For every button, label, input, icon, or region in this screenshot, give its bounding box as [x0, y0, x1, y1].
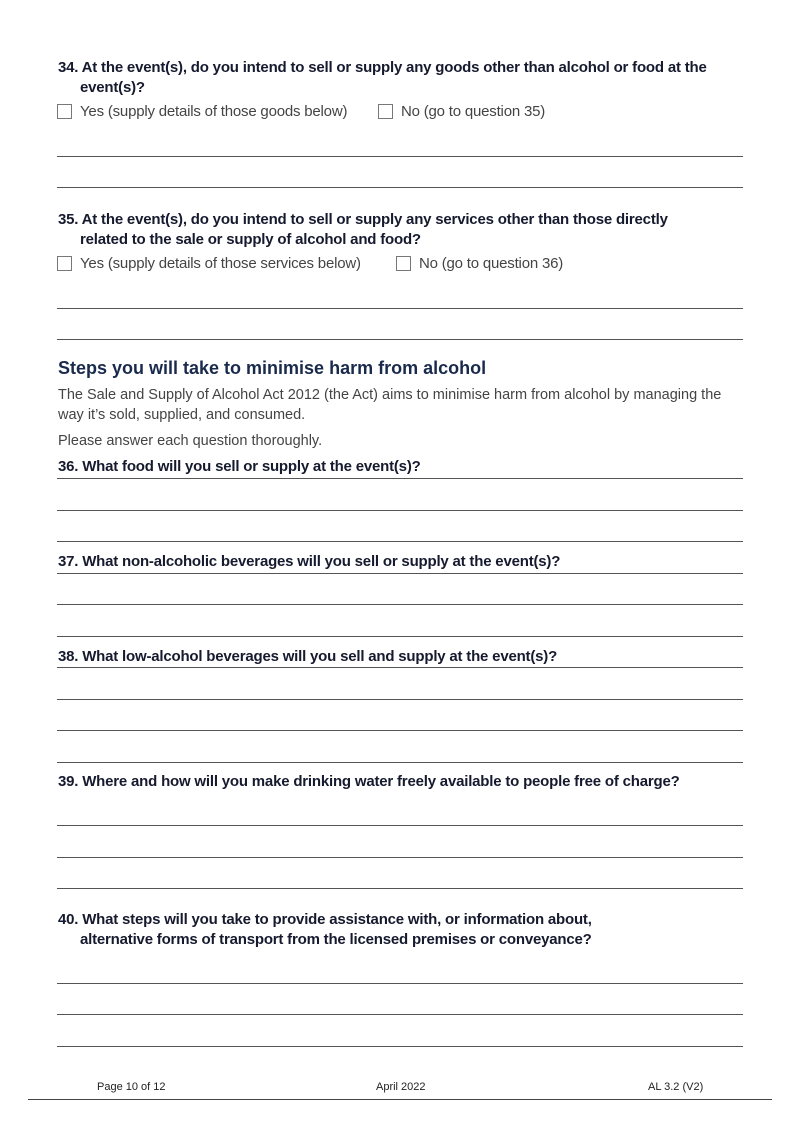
checkbox[interactable] [396, 256, 411, 271]
answer-line[interactable] [57, 156, 743, 157]
question-36: 36. What food will you sell or supply at the event(s)? [58, 458, 421, 475]
q35-yes-option[interactable]: Yes (supply details of those services below) [57, 255, 361, 272]
answer-line[interactable] [57, 857, 743, 858]
answer-line[interactable] [57, 762, 743, 763]
answer-line[interactable] [57, 730, 743, 731]
checkbox[interactable] [57, 256, 72, 271]
question-37: 37. What non-alcoholic beverages will you sell or supply at the event(s)? [58, 553, 561, 570]
answer-line[interactable] [57, 541, 743, 542]
section-instruction: Please answer each question thoroughly. [58, 433, 323, 449]
q34-yes-option[interactable]: Yes (supply details of those goods below) [57, 103, 347, 120]
q35-no-option[interactable]: No (go to question 36) [396, 255, 563, 272]
section-heading: Steps you will take to minimise harm from alcohol [58, 358, 487, 378]
answer-line[interactable] [57, 825, 743, 826]
question-35: 35. At the event(s), do you intend to sell or supply any services other than those directly related to the sale or supply of alcohol and food? [58, 211, 668, 248]
answer-line[interactable] [57, 667, 743, 668]
answer-line[interactable] [57, 187, 743, 188]
question-34: 34. At the event(s), do you intend to sell or supply any goods other than alcohol or food at the event(s)? [58, 59, 707, 96]
answer-line[interactable] [57, 478, 743, 479]
answer-line[interactable] [57, 699, 743, 700]
answer-line[interactable] [57, 339, 743, 340]
answer-line[interactable] [57, 1014, 743, 1015]
answer-line[interactable] [57, 888, 743, 889]
checkbox[interactable] [378, 104, 393, 119]
question-40: 40. What steps will you take to provide assistance with, or information about, alternative forms of transport from the licensed premises or conveyance? [58, 911, 592, 948]
answer-line[interactable] [57, 510, 743, 511]
answer-line[interactable] [57, 604, 743, 605]
answer-line[interactable] [57, 1046, 743, 1047]
question-39: 39. Where and how will you make drinking water freely available to people free of charge? [58, 773, 680, 790]
footer-divider [28, 1099, 772, 1100]
answer-line[interactable] [57, 983, 743, 984]
footer-date: April 2022 [376, 1081, 426, 1093]
section-intro: The Sale and Supply of Alcohol Act 2012 (the Act) aims to minimise harm from alcohol by managing the way it’s sold, supplied, and consumed. [58, 387, 722, 423]
footer-form-code: AL 3.2 (V2) [648, 1081, 704, 1093]
answer-line[interactable] [57, 573, 743, 574]
q34-no-option[interactable]: No (go to question 35) [378, 103, 545, 120]
question-38: 38. What low-alcohol beverages will you sell and supply at the event(s)? [58, 648, 558, 665]
checkbox[interactable] [57, 104, 72, 119]
answer-line[interactable] [57, 636, 743, 637]
footer-page-number: Page 10 of 12 [97, 1081, 166, 1093]
answer-line[interactable] [57, 308, 743, 309]
